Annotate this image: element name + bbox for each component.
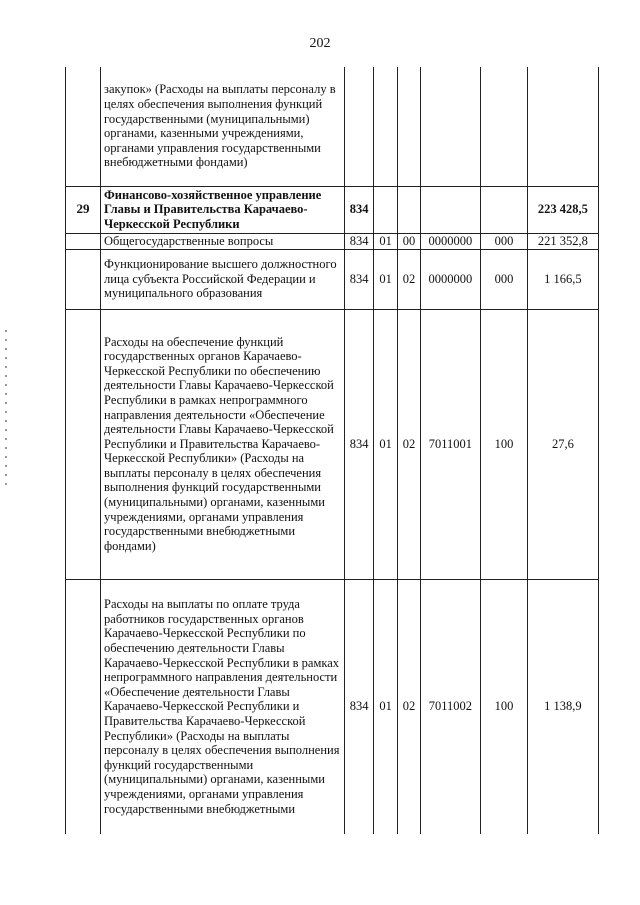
row-pr: 00: [398, 233, 420, 249]
table-row: [66, 67, 599, 186]
table-row: [66, 579, 599, 834]
row-sum: [527, 67, 598, 186]
budget-table: [65, 67, 599, 834]
table-row: [66, 233, 599, 249]
row-sum: 27,6: [527, 309, 598, 579]
table-row: [66, 249, 599, 309]
row-vr: 100: [481, 579, 528, 834]
row-gr: 834: [345, 233, 374, 249]
row-pr: 02: [398, 249, 420, 309]
row-name: Расходы на выплаты по оплате труда работников государственных органов Карачаево-Черкесской Республики по обеспечению деятельности Главы Карачаево-Черкесской Республики в рамках непрограммного направления деятельности «Обеспечение деятельности Главы Карачаево-Черкесской Республики и Правительства Карачаево-Черкесской Республики» (Расходы на выплаты персоналу в целях обеспечения выполнения функций государственными (муниципальными) органами, казенными учреждениями, органами управления государственными внебюджетными: [101, 579, 345, 834]
row-pr: [398, 67, 420, 186]
row-gr: 834: [345, 186, 374, 233]
row-sum: 1 138,9: [527, 579, 598, 834]
row-sum: 223 428,5: [527, 186, 598, 233]
row-name: Расходы на обеспечение функций государственных органов Карачаево-Черкесской Республики по обеспечению деятельности Главы Карачаево-Черкесской Республики в рамках непрограммного направления деятельности «Обеспечение деятельности Главы Карачаево-Черкесской Республики и Правительства Карачаево-Черкесской Республики» (Расходы на выплаты персоналу в целях обеспечения выполнения функций государственными (муниципальными) органами, казенными учреждениями, органами управления государственными внебюджетными фондами): [101, 309, 345, 579]
row-vr: [481, 67, 528, 186]
row-cs: [420, 186, 481, 233]
row-cs: [420, 67, 481, 186]
row-number: [66, 233, 101, 249]
row-gr: [345, 67, 374, 186]
row-name: закупок» (Расходы на выплаты персоналу в целях обеспечения выполнения функций государственными (муниципальными) органами, казенными учреждениями, органами управления государственными внебюджетными фондами): [101, 67, 345, 186]
row-vr: 100: [481, 309, 528, 579]
row-pr: 02: [398, 579, 420, 834]
scan-edge-marks: [5, 330, 7, 490]
row-rz: 01: [373, 309, 397, 579]
row-name: Функционирование высшего должностного лица субъекта Российской Федерации и муниципального образования: [101, 249, 345, 309]
row-sum: 221 352,8: [527, 233, 598, 249]
page-number: 202: [309, 36, 331, 51]
row-cs: 7011002: [420, 579, 481, 834]
row-rz: 01: [373, 579, 397, 834]
row-sum: 1 166,5: [527, 249, 598, 309]
row-number: [66, 309, 101, 579]
row-name: Общегосударственные вопросы: [101, 233, 345, 249]
row-name: Финансово-хозяйственное управление Главы и Правительства Карачаево-Черкесской Республики: [101, 186, 345, 233]
row-rz: 01: [373, 249, 397, 309]
row-cs: 7011001: [420, 309, 481, 579]
row-pr: 02: [398, 309, 420, 579]
row-cs: 0000000: [420, 249, 481, 309]
row-cs: 0000000: [420, 233, 481, 249]
table-row: [66, 186, 599, 233]
table-row: [66, 309, 599, 579]
row-vr: 000: [481, 233, 528, 249]
row-rz: [373, 186, 397, 233]
row-rz: 01: [373, 233, 397, 249]
row-vr: [481, 186, 528, 233]
row-gr: 834: [345, 249, 374, 309]
row-number: [66, 249, 101, 309]
row-number: [66, 579, 101, 834]
row-number: 29: [66, 186, 101, 233]
row-pr: [398, 186, 420, 233]
row-number: [66, 67, 101, 186]
row-gr: 834: [345, 579, 374, 834]
row-vr: 000: [481, 249, 528, 309]
row-rz: [373, 67, 397, 186]
row-gr: 834: [345, 309, 374, 579]
